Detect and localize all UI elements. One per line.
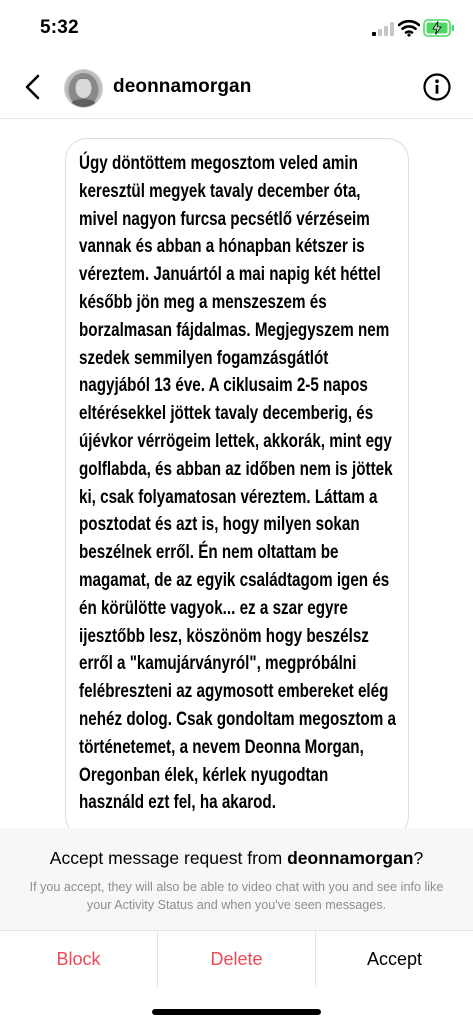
request-description: If you accept, they will also be able to video chat with you and see info like your Activity Status and when you've seen messages.	[29, 880, 444, 912]
chat-header	[0, 58, 473, 119]
message-request-panel	[0, 828, 473, 932]
request-title-username: deonnamorgan	[287, 848, 414, 868]
request-title-prefix: Accept message request from	[49, 848, 288, 868]
home-indicator[interactable]	[152, 1009, 321, 1015]
avatar-photo	[65, 70, 102, 107]
status-time: 5:32	[40, 17, 79, 38]
avatar[interactable]	[64, 69, 103, 108]
request-title	[0, 848, 473, 869]
cellular-signal-icon	[372, 22, 396, 36]
back-chevron-icon[interactable]	[20, 72, 46, 102]
info-icon[interactable]	[422, 72, 452, 102]
request-actions	[0, 930, 473, 987]
message-text: Úgy döntöttem megosztom veled amin keresztül megyek tavaly december óta, mivel nagyon furcsa pecsétlő vérzéseim vannak és abban a hónapban kétszer is véreztem. Januártól a mai napig két héttel később jön meg a menszeszem és borzalmasan fájdalmas. Megjegyszem nem szedek semmilyen fogamzásgátlót nagyjából 13 éve. A ciklusaim 2-5 napos eltérésekkel jöttek tavaly decemberig, és újévkor vérrögeim lettek, akkorák, mint egy golflabda, és abban az időben nem is jöttek ki, csak folyamatosan véreztem. Láttam a posztodat és azt is, hogy milyen sokan beszélnek erről. Én nem oltattam be magamat, de az egyik családtagom igen és én körülötte vagyok... ez a szar egyre ijesztőbb lesz, köszönöm hogy beszélsz erről a "kamujárványról", megpróbálni felébreszteni az agymosott embereket elég nehéz dolog. Csak gondoltam megosztom a történetemet, a nevem Deonna Morgan, Oregonban élek, kérlek nyugodtan használd ezt fel, ha akarod.	[79, 152, 396, 814]
block-button[interactable]: Block	[56, 948, 101, 969]
battery-charging-icon	[423, 19, 455, 37]
message-bubble	[65, 138, 409, 838]
accept-button[interactable]: Accept	[315, 931, 473, 987]
request-title-suffix: ?	[413, 848, 424, 868]
header-username[interactable]: deonnamorgan	[113, 76, 252, 97]
delete-button[interactable]: Delete	[157, 931, 315, 987]
status-bar	[0, 0, 473, 56]
wifi-icon	[398, 19, 420, 37]
